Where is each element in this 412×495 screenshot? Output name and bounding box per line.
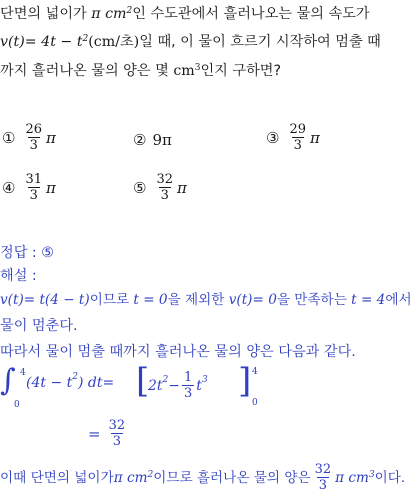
problem-text: 인지 구하면? (200, 63, 282, 79)
right-bracket: ] (238, 361, 252, 401)
problem-text: 까지 흘러나온 물의 양은 몇 (0, 63, 174, 79)
problem-text: 일 때, 이 물이 흐르기 시작하여 멈출 때 (139, 34, 381, 50)
area-expression: π $cm^2$ (91, 6, 133, 22)
solution-line-2: 물이 멈춘다. (0, 318, 78, 334)
fraction: $\frac{31}{3}$ (25, 172, 42, 203)
answer-label: 정답 : ⑤ (0, 245, 54, 261)
result-fraction: $\frac{32}{3}$ (108, 418, 126, 449)
explanation-label: 해설 : (0, 268, 37, 284)
problem-text: 인 수도관에서 흘러나오는 물의 속도가 (132, 6, 370, 22)
choice-2[interactable]: ② 9π (133, 131, 172, 149)
eval-lower-limit: 0 (252, 398, 258, 408)
integral-upper-limit: 4 (20, 368, 26, 378)
problem-text: 단면의 넓이가 (0, 6, 92, 22)
solution-line-1: v(t)= t(4 − t)이므로 t = 0을 제외한 v(t)= 0을 만족하는 t = 4에서 (0, 292, 412, 308)
left-bracket: [ (136, 361, 150, 401)
choice-4[interactable]: ④ $\frac{31}{3}$ π (2, 172, 56, 203)
volume-unit: $cm^3$ (173, 63, 201, 79)
fraction: $\frac{32}{3}$ (156, 172, 173, 203)
final-fraction: $\frac{32}{3}$ (314, 462, 332, 493)
final-line: 이때 단면의 넓이가 π $cm^2$ 이므로 흘러나온 물의 양은 $\frac{32}{3}$ π $cm^3$ 이다. (0, 462, 406, 493)
problem-line-3 (0, 62, 281, 80)
antiderivative: $2t^2$ − $\frac{1}{3}$ $t^3$ (148, 370, 208, 401)
solution-line-3: 따라서 물이 멈출 때까지 흘러나온 물의 양은 다음과 같다. (0, 344, 356, 360)
choice-3[interactable]: ③ $\frac{29}{3}$ π (266, 122, 320, 153)
integrand: $(4t - t^2)$ dt= (26, 372, 115, 391)
velocity-expression: $v(t)= 4t - t^2$ (0, 34, 89, 50)
choice-1[interactable]: ① $\frac{26}{3}$ π (2, 122, 56, 153)
integral-result: = $\frac{32}{3}$ (88, 418, 126, 449)
choice-5[interactable]: ⑤ $\frac{32}{3}$ π (133, 172, 187, 203)
fraction: $\frac{29}{3}$ (289, 122, 306, 153)
fraction: $\frac{26}{3}$ (25, 122, 42, 153)
velocity-unit: (cm/초) (88, 34, 140, 50)
integral-equation (0, 361, 400, 415)
eval-upper-limit: 4 (252, 367, 258, 377)
problem-line-1 (0, 5, 370, 23)
integral-lower-limit: 0 (14, 400, 20, 410)
integral-sign: ∫ (0, 363, 16, 398)
problem-line-2 (0, 33, 381, 51)
